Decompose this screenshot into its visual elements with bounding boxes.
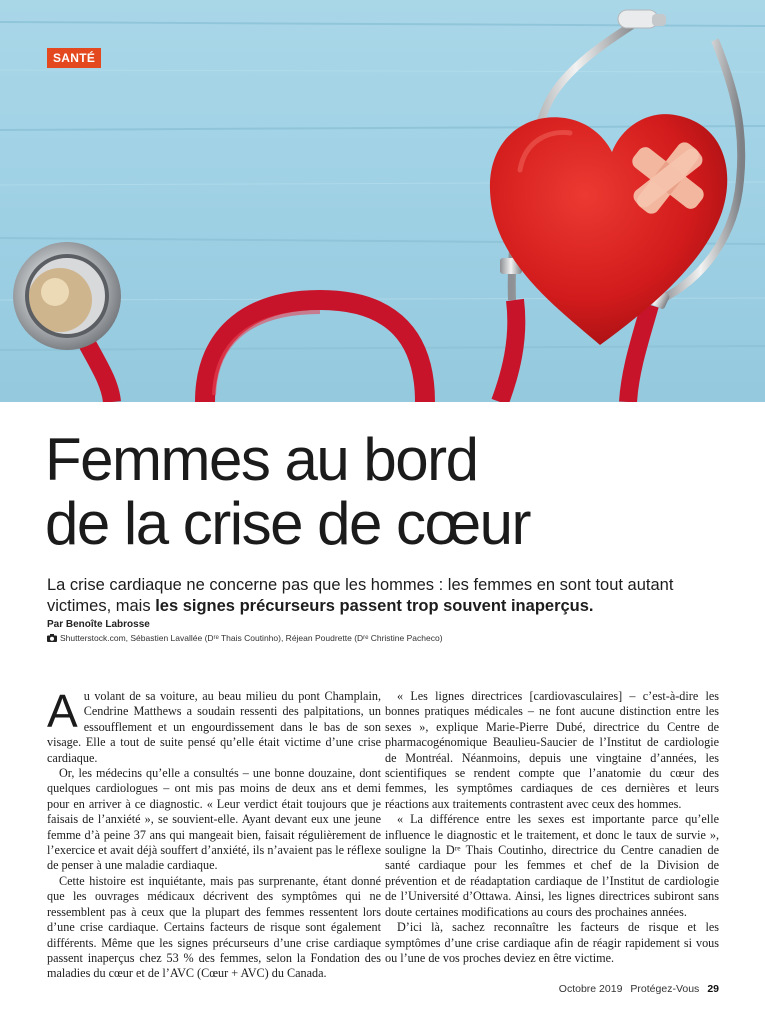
article-column-left [47,685,381,982]
deck-emphasis: les signes précurseurs passent trop souvent inaperçus. [155,597,594,615]
paragraph: Cette histoire est inquiétante, mais pas surprenante, étant donné que les ouvrages médicaux décrivent des symptômes qui ne ressemblent pas à ceux que la plupart des femmes ressentent lors d’une crise cardiaque. Certains facteurs de risque sont également différents. Même que les signes précurseurs d’une crise cardiaque passent inaperçus chez 53 % des femmes, selon la Fondation des maladies du cœur et de l’AVC (Cœur + AVC) du Canada. [47,873,381,981]
camera-icon [47,634,57,642]
credits-text: Shutterstock.com, Sébastien Lavallée (Dʳᵉ Thais Coutinho), Réjean Poudrette (Dʳᵉ Christine Pacheco) [60,633,443,643]
page-number: 29 [707,983,719,995]
title-line-1: Femmes au bord [45,426,478,493]
drop-cap: A [47,685,78,737]
hero-photo [0,0,765,402]
article-deck [47,575,737,617]
page-footer [559,983,719,995]
title-line-2: de la crise de cœur [45,490,531,557]
magazine-name: Protégez-Vous [630,983,700,995]
paragraph: « Les lignes directrices [cardiovasculaires] – c’est-à-dire les bonnes pratiques médicales – ne font aucune distinction entre les sexes », explique Marie-Pierre Dubé, directrice du Centre de pharmacogénomique Beaulieu-Saucier de l’Institut de cardiologie de Montréal. Néanmoins, depuis une vingtaine d’années, les scientifiques se rendent compte que l’anatomie du cœur des femmes, les symptômes cardiaques de ces dernières et leurs réactions aux traitements contrastent avec ceux des hommes. [385,689,719,811]
section-tag[interactable]: SANTÉ [47,48,101,68]
paragraph: D’ici là, sachez reconnaître les facteurs de risque et les symptômes d’une crise cardiaque afin de réagir rapidement si vous ou l’une de vos proches deviez en être victime. [385,920,719,965]
article-title [45,428,745,556]
paragraph [47,685,381,766]
article-column-right [385,689,719,966]
photo-credits [47,633,443,643]
deck-text: La crise cardiaque ne concerne pas que les hommes : les femmes en sont tout autant victimes, mais [47,576,674,615]
issue-date: Octobre 2019 [558,983,623,995]
byline: Par Benoîte Labrosse [47,619,150,630]
paragraph: « La différence entre les sexes est importante parce qu’elle influence le diagnostic et le traitement, et donc le taux de survie », souligne la Dʳᵉ Thais Coutinho, directrice du Centre canadien de santé cardiaque pour les femmes et chef de la Division de prévention et de réadaptation cardiaque de l’Institut de cardiologie de l’Université d’Ottawa. Ainsi, les lignes directrices subiront sans doute certaines modifications au cours des prochaines années. [385,812,719,919]
heart-stethoscope-illustration [0,0,765,402]
paragraph-text: u volant de sa voiture, au beau milieu du pont Champlain, Cendrine Matthews a soudain ressenti des palpitations, un essoufflement et un engourdissement dans le bas de son visage. Elle a tout de suite pensé qu’elle était victime d’une crise cardiaque. [47,689,381,765]
paragraph: Or, les médecins qu’elle a consultés – une bonne douzaine, dont quelques cardiologues – ont mis pas moins de deux ans et demi pour en arriver à ce diagnostic. « Leur verdict était toujours que je faisais de l’anxiété », se souvient-elle. Ayant devant eux une jeune femme d’à peine 37 ans qui mangeait bien, faisait régulièrement de l’exercice et avait déjà souffert d’anxiété, ils n’avaient pas le réflexe de penser à une maladie cardiaque. [47,766,381,873]
